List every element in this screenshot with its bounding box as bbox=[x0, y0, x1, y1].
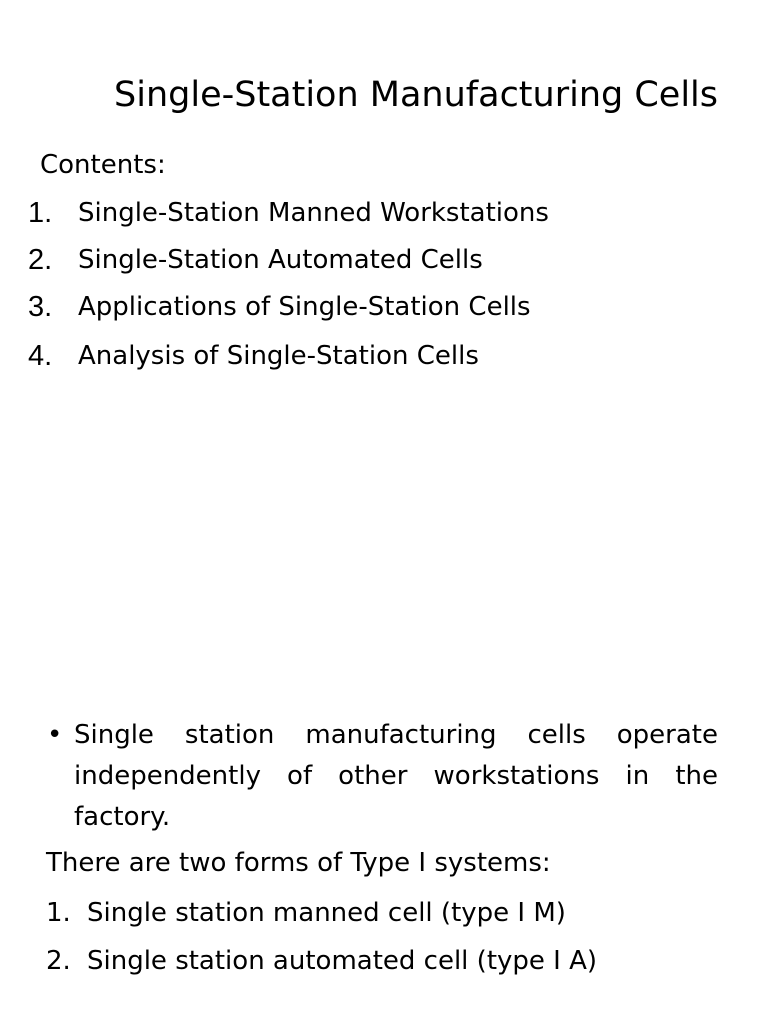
contents-item-number: 1. bbox=[28, 197, 53, 229]
bullet-marker: • bbox=[47, 720, 63, 750]
contents-item-label: Single-Station Automated Cells bbox=[78, 245, 483, 275]
bullet-paragraph bbox=[47, 715, 718, 838]
contents-item-number: 4. bbox=[28, 340, 53, 372]
forms-item-label: Single station automated cell (type I A) bbox=[87, 946, 598, 976]
bullet-text: Single station manufacturing cells operate independently of other workstations in the factory. bbox=[74, 720, 718, 832]
contents-item-label: Analysis of Single-Station Cells bbox=[78, 341, 479, 371]
contents-heading: Contents: bbox=[40, 150, 166, 180]
forms-item-label: Single station manned cell (type I M) bbox=[87, 898, 566, 928]
forms-intro: There are two forms of Type I systems: bbox=[46, 848, 551, 878]
contents-item-number: 2. bbox=[28, 244, 53, 276]
contents-item-label: Applications of Single-Station Cells bbox=[78, 292, 531, 322]
forms-item-number: 1. bbox=[46, 898, 71, 928]
forms-item-number: 2. bbox=[46, 946, 71, 976]
page-title: Single-Station Manufacturing Cells bbox=[114, 75, 719, 115]
forms-item bbox=[46, 895, 566, 931]
forms-item bbox=[46, 943, 597, 979]
contents-item-number: 3. bbox=[28, 291, 53, 323]
contents-item-label: Single-Station Manned Workstations bbox=[78, 198, 549, 228]
